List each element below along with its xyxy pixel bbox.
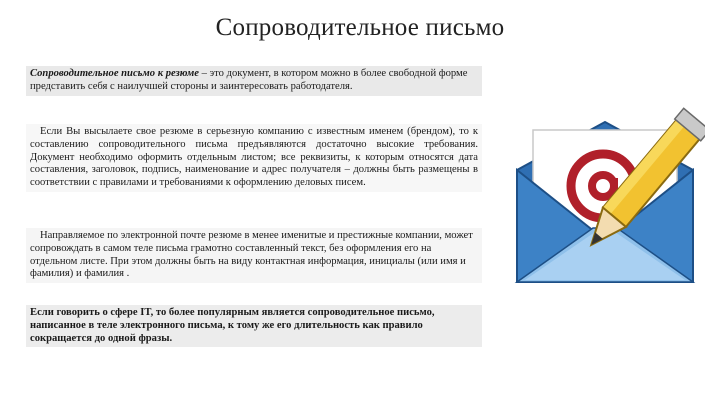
paragraph-definition [26,66,482,96]
paragraph-formal-requirements: Если Вы высылаете свое резюме в серьезную компанию с известным именем (брендом), то к составлению сопроводительного письма предъявляются достаточно высокие требования. Документ необходимо оформить отдельным листом; все реквизиты, к которым относятся дата составления, заголовок, подпись, наименование и адрес получателя – должны быть размещены в соответствии с правилами и требованиями к оформлению деловых писем. [26,124,482,192]
definition-text: – это документ, в котором можно в более свободной форме представить себя с наилучшей стороны и заинтересовать работодателя. [30,68,468,92]
paragraph-it-sphere: Если говорить о сфере IT, то более популярным является сопроводительное письмо, написанное в теле электронного письма, к тому же его длительность как правило сокращается до одной фразы. [26,305,482,347]
slide-title: Сопроводительное письмо [215,14,505,41]
paragraph-email-body: Направляемое по электронной почте резюме в менее именитые и престижные компании, может сопровождать в самом теле письма грамотно составленный текст, без оформления его на отдельном листе. При этом должны быть на виду контактная информация, инициалы (или имя и фамилия) и фамилия . [26,228,482,283]
definition-term: Сопроводительное письмо к резюме [30,68,199,79]
email-envelope-with-pencil-icon [505,100,705,300]
